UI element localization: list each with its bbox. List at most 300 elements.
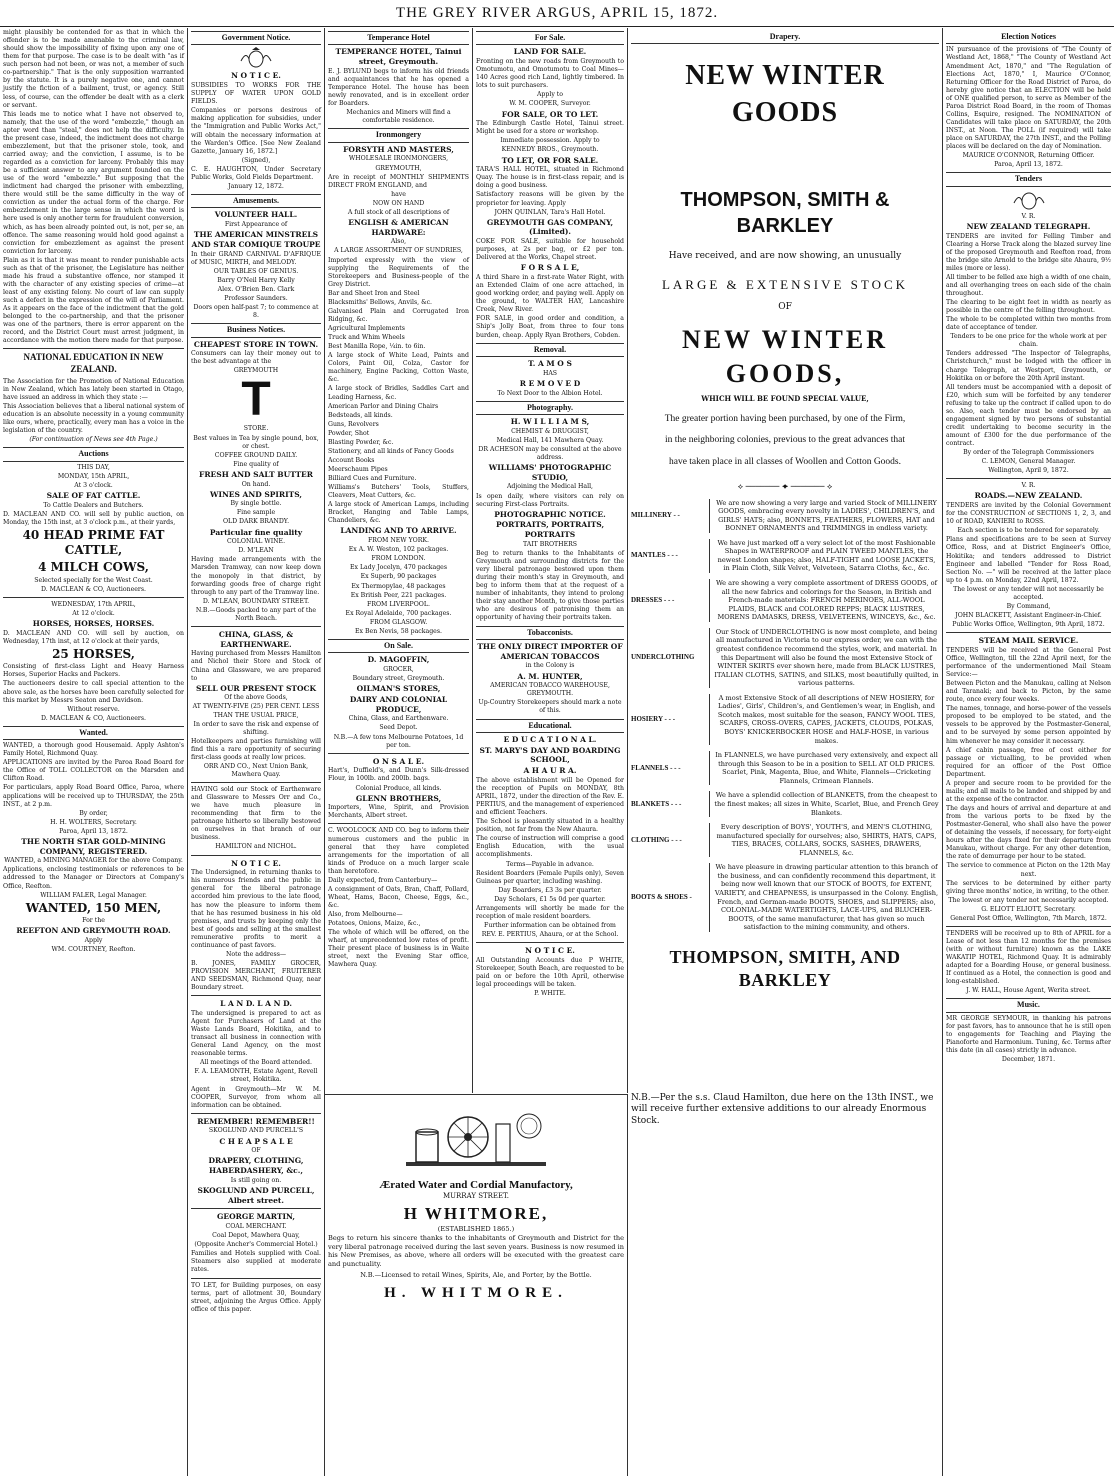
auction-cattle <box>3 464 184 594</box>
text-line: GREYMOUTH, <box>375 164 422 172</box>
department-row <box>631 751 939 785</box>
text-line: WANTED, 150 MEN, <box>25 900 162 915</box>
text-line: WM. COURTNEY, Reefton. <box>51 946 136 954</box>
text-line: Bedsteads, all kinds. <box>328 411 393 419</box>
text-line: REV. E. PERTIUS, Ahaura, or at the School. <box>481 931 619 939</box>
text-line: By order of the Telegraph Commissioners <box>963 449 1094 457</box>
department-text: We are now showing a very large and varied Stock of MILLINERY GOODS, embracing every novelty in LADIES', CHILDREN'S, and GIRLS' HATS; also, BONNETS, FEATHERS, FLOWERS, HAT and BONNET ORNAMENTS and TRIMMINGS in endless variety. <box>709 499 939 533</box>
text-line: TENDERS are invited by the Colonial Government for the CONSTRUCTION of SECTIONS 1, 2, 3, and 10 of ROAD, KANIERI to ROSS. <box>946 502 1111 526</box>
text-line: The days and hours of arrival and departure at and from the various ports to be fixed by the Postmaster-General, who shall also have the power of detaining the vessels, if necessary, for forty-eight hours after the days fixed for their departure from Manukau, without charge. For any other detention, the rate of demurrage per hour to be stated. <box>946 805 1111 861</box>
text-line: Billiard Cues and Furniture. <box>328 475 417 483</box>
text-line: HORSES, HORSES, HORSES. <box>32 618 155 628</box>
text-line: Arrangements will shortly be made for the reception of male resident boarders. <box>476 904 624 920</box>
text-line: STEAM MAIL SERVICE. <box>978 636 1079 646</box>
text-line: PORTRAITS, PORTRAITS, PORTRAITS <box>495 520 605 540</box>
text-line: By order, <box>79 809 108 817</box>
text-line: A. M. HUNTER, <box>517 671 583 681</box>
text-line: W. M. COOPER, Surveyor. <box>509 100 591 108</box>
text-line: Satisfactory reasons will be given by the proprietor for leaving. Apply <box>476 191 624 207</box>
text-line: Ex Superb, 90 packages <box>360 573 437 581</box>
text-line: Guns, Revolvers <box>328 420 379 428</box>
text-line: Williams's Butchers' Tools, Stuffers, Cleavers, Meat Cutters, &c. <box>328 484 469 500</box>
text-line: This leads me to notice what I have not observed to, namely, that the use of the word "embezzle," though an apter word than "steal," does not help the difficulty. In the present case, indeed, the indictment does not charge embezzlement, but that the prisoner stole, took, and carried away; and the conviction, I assume, is to be regarded as a conviction for larceny. Probably this may be a sufficient answer to any argument founded on the use of the word "embezzle." But supposing that the indictment had charged the prisoner with embezzling, there would still be the same difficulty in the way of conviction as under the actual form of the charge. For embezzlement in the large sense in which the word is here used is only another term for fraudulent conversion, which, as has been already pointed out, is not, per se, an offence. The same reasoning would hold good against a conviction for embezzlement as against the present conviction for larceny. <box>3 110 184 255</box>
text-line: Are in receipt of MONTHLY SHIPMENTS DIRECT FROM ENGLAND, and <box>328 173 469 189</box>
text-line: Stationery, and all kinds of Fancy Goods <box>328 447 454 455</box>
text-line: D. MAGOFFIN, <box>367 655 430 665</box>
text-line: Resident Boarders (Female Pupils only), Seven Guineas per quarter, including washing. <box>476 869 624 885</box>
text-line: At 3 o'clock. <box>74 481 113 489</box>
text-line: Is still going on. <box>230 1176 282 1184</box>
text-line: PHOTOGRAPHIC NOTICE. <box>494 509 606 519</box>
department-label: UNDERCLOTHING <box>631 653 695 662</box>
coal-merchant-ad <box>191 1212 321 1274</box>
text-line: OF <box>251 1147 261 1155</box>
whitmore-title: Ærated Water and Cordial Manufactory, <box>379 1179 573 1191</box>
text-line: December, 1871. <box>1001 1056 1056 1064</box>
ornament: ⟡ ─────── ✦ ─────── ⟡ <box>737 482 833 492</box>
text-line: Paroa, April 13, 1872. <box>994 161 1063 169</box>
text-line: Beg to return thanks to the Inhabitants of Greymouth and surrounding districts for the very liberal patronage bestowed upon them during their month's stay in Greymouth, and beg to inform them that at the request of a number of inhabitants, they intend to prolong their stay another Month, to give those parties who are desirous of patronising them an opportunity of having their portraits taken. <box>476 549 624 622</box>
text-line: V. R. <box>1021 212 1036 220</box>
text-line: (Signed), <box>241 156 271 164</box>
special-value-text: WHICH WILL BE FOUND SPECIAL VALUE, <box>701 394 869 404</box>
text-line: Between Picton and the Manukau, calling at Nelson and Taranaki; and back to Picton, by the same route, once every four weeks. <box>946 680 1111 704</box>
text-line: Wellington, April 9, 1872. <box>988 467 1069 475</box>
department-label: BLANKETS - - - <box>631 799 682 808</box>
text-line: China, Glass, and Earthenware. <box>348 715 449 723</box>
divider <box>328 753 469 754</box>
firm-name: THOMPSON, SMITH & BARKLEY <box>680 189 890 238</box>
text-line: B. JONES, FAMILY GROCER, PROVISION MERCHANT, FRUITERER AND SEEDSMAN, Richmond Quay, near Boundary street. <box>191 959 321 992</box>
text-line: GREYMOUTH <box>233 367 279 375</box>
text-line: The whole of which will be offered, on the wharf, at unprecedented low rates of profit. Their present place of business is in Waite street, next the Evening Star office, Mawhera Quay. <box>328 929 469 969</box>
text-line: The undersigned is prepared to act as Agent for Purchasers of Land at the Waste Lands Board, Hokitika, and to transact all business in connection with General Land Agency, on the most reasonable terms. <box>191 1009 321 1058</box>
text-line: This Association believes that a liberal national system of education is an absolute necessity in a young community like ours, where, practically, every man has a voice in the legislation of the country. <box>3 403 184 435</box>
text-line: To Next Door to the Albion Hotel. <box>497 389 603 397</box>
text-line: All Outstanding Accounts due P WHITE, Storekeeper, South Beach, are requested to be paid on or before the 10th April, otherwise legal proceedings will be taken. <box>476 956 624 989</box>
text-line: Families and Hotels supplied with Coal. Steamers also supplied at moderate rates. <box>191 1250 321 1274</box>
text-line: Up-Country Storekeepers should mark a note of this. <box>478 699 622 715</box>
text-line: LANDING AND TO ARRIVE. <box>340 526 457 536</box>
auctions-heading: Auctions <box>3 447 184 461</box>
education-title: NATIONAL EDUCATION IN NEW ZEALAND. <box>23 352 164 375</box>
text-line: Consisting of first-class Light and Heavy Harness Horses, Superior Hacks and Packers. <box>3 663 184 679</box>
text-line: N.B.—Goods packed to any part of the North Beach. <box>195 606 317 622</box>
hamilton-nichol-ad <box>191 786 321 852</box>
text-line: GROCER, <box>383 666 414 674</box>
text-line: D. M'LEAN, BOUNDARY STREET. <box>202 597 310 605</box>
department-row <box>631 628 939 688</box>
department-row <box>631 539 939 573</box>
text-line: COKE FOR SALE, suitable for household purposes, at 2s per bag, or £2 per ton. Delivered at the Works, Chapel street. <box>476 238 624 262</box>
china-glass-ad <box>191 630 321 779</box>
text-line: Applications, enclosing testimonials or references to be addressed to the Manager or Directors at Company's Office, Reefton. <box>3 866 184 890</box>
text-line: First Appearance of <box>224 221 288 229</box>
text-line: WILLIAM FALER, Legal Manager. <box>40 891 147 899</box>
department-text: We have pleasure in drawing particular attention to this branch of the business, and can confidently recommend this department, it being now well known that our STOCK of BOOTS, for EXTENT, VARIETY, and CHEAPNESS, is unsurpassed in the Colony. English, French, and German-made BOOTS, SHOES, and SLIPPERS; also, COLONIAL-MADE WATERTIGHTS, LACE-UPS, and BLUCHER-BOOTS, of the same manufacturer, that has given so much satisfaction to the mining community, and others. <box>709 863 939 932</box>
text-line: WANTED, a thorough good Housemaid. Apply Ashton's Family Hotel, Richmond Quay. <box>3 742 184 758</box>
text-line: Professor Saunders. <box>224 294 288 302</box>
purchase-line: have taken place in all classes of Woollen and Cotton Goods. <box>668 456 902 467</box>
text-line: Adjoining the Medical Hall, <box>506 483 594 491</box>
arrivals-list <box>328 526 469 635</box>
text-line: A full stock of all descriptions of <box>347 208 450 216</box>
text-line: Importers, Wine, Spirit, and Provision Merchants, Albert street. <box>328 804 469 820</box>
text-line: Mechanics and Miners will find a comfortable residence. <box>346 109 451 125</box>
text-line: ST. MARY'S DAY AND BOARDING SCHOOL, <box>479 745 621 765</box>
divider <box>328 823 469 824</box>
text-line: N O T I C E. <box>525 946 575 956</box>
text-line: 25 HORSES, <box>52 646 135 661</box>
text-line: FROM GLASGOW. <box>369 618 428 626</box>
text-line: THIS DAY, <box>77 463 110 471</box>
skoglund-sale-ad <box>191 1117 321 1206</box>
text-line: Powder, Shot <box>328 429 370 437</box>
divider <box>191 1208 321 1209</box>
text-line: D. MACLEAN AND CO. will sell by public auction, on Monday, the 15th inst, at 3 o'clock p.m., at their yards, <box>3 510 184 526</box>
text-line: Daily expected, from Canterbury— <box>328 876 438 884</box>
text-line: FRESH AND SALT BUTTER <box>199 469 313 479</box>
text-line: The whole to be completed within two months from date of acceptance of tender. <box>946 316 1111 332</box>
text-line: N O T I C E. <box>231 858 281 868</box>
text-line: Apply to <box>536 91 564 99</box>
new-winter-goods-title: NEW WINTER GOODS <box>685 60 885 128</box>
music-ad <box>946 1015 1111 1064</box>
purchase-text <box>631 413 939 468</box>
text-line: Consumers can lay their money out to the best advantage at the <box>191 350 321 366</box>
text-line: Agricultural Implements <box>328 325 405 333</box>
text-line: FOR SALE, in good order and condition, a Ship's Jolly Boat, from three to four tons burden, cheap. Apply Ryan Brothers, Cobden. <box>476 315 624 339</box>
text-line: Is open daily, where visitors can rely on securing First-class Portraits. <box>476 492 624 508</box>
text-line: D. M'LEAN <box>238 547 274 555</box>
text-line: Of the above Goods, <box>224 694 288 702</box>
text-line: AMERICAN TOBACCO WAREHOUSE, GREYMOUTH. <box>490 682 610 698</box>
tobacconists-heading: Tobacconists. <box>476 626 624 640</box>
divider <box>476 942 624 943</box>
school-ad <box>476 735 624 939</box>
text-line: ORR AND CO., Next Union Bank, Mawhera Quay. <box>203 762 309 778</box>
text-line: Also, from Melbourne— <box>328 911 403 919</box>
article-text <box>3 29 184 345</box>
text-line: APPLICATIONS are invited by the Paroa Road Board for the Office of TOLL COLLECTOR on the Marsden and Clifton Road. <box>3 759 184 783</box>
text-line: have <box>391 190 406 198</box>
divider <box>191 626 321 627</box>
photography-heading: Photography. <box>476 401 624 415</box>
whitmore-name: H WHITMORE, <box>403 1204 549 1224</box>
divider <box>191 1278 321 1279</box>
text-line: The services to be determined by either party giving three months' notice, in writing, to the other. <box>946 879 1111 895</box>
text-line: A chief cabin passage, free of cost either for passage or victualling, to be provided when required for an officer of the Post Office Department. <box>946 746 1111 778</box>
text-line: The service to commence at Picton on the 12th May next. <box>946 862 1111 878</box>
text-line: Barry O'Neil Harry Kelly <box>217 276 295 284</box>
text-line: F. A. LEAMONTH, Estate Agent, Revell street, Hokitika. <box>194 1068 318 1084</box>
masthead: THE GREY RIVER ARGUS, APRIL 15, 1872. <box>0 0 1114 27</box>
text-line: Tenders addressed "The Inspector of Telegraphs, Christchurch," must be lodged with the officer in charge Telegraph, at Westport, Greymouth, or Hokitika on or before the 20th April instant. <box>946 350 1111 382</box>
whitmore-ad <box>325 1094 628 1476</box>
royal-crest-icon <box>1009 189 1049 211</box>
text-line: SKOGLUND AND PURCELL'S <box>208 1127 304 1135</box>
text-line: IN pursuance of the provisions of "The County of Westland Act, 1868," "The County of Westland Act Amendment Act, 1870," and "The Regulation of Elections Act, 1870," I, Maurice O'Connor, Returning Officer for the Road District of Paroa, do hereby give notice that an ELECTION will be held of ONE qualified person, to serve as Member of the Paroa District Road Board, in the room of Thomas Collins, Esquire, resigned. The NOMINATION of Candidates will take place on SATURDAY, the 20th INST., at Noon. The POLL (if required) will take place on SATURDAY, the 27th INST., and the Polling places will be declared on the day of Nomination. <box>946 46 1111 151</box>
divider <box>191 855 321 856</box>
text-line: ENGLISH & AMERICAN HARDWARE: <box>348 217 449 237</box>
divider <box>191 782 321 783</box>
text-line: MR GEORGE SEYMOUR, in thanking his patrons for past favors, has to announce that he is still open to engagements for Teaching and Playing the Pianoforte and Harmonium. Tuning, &c. Terms after this date (in all cases) strictly in advance. <box>946 1014 1111 1055</box>
whitmore-established: (ESTABLISHED 1865.) <box>437 1225 515 1234</box>
text-line: DAIRY AND COLONIAL PRODUCE, <box>349 694 448 714</box>
text-line: C. LEMON, General Manager. <box>981 458 1076 466</box>
department-row <box>631 579 939 622</box>
text-line: ROADS.—NEW ZEALAND. <box>974 491 1083 501</box>
text-line: Note the address— <box>225 950 287 958</box>
text-line: WINES AND SPIRITS, <box>210 489 302 499</box>
woolcock-ad <box>328 827 469 969</box>
text-line: Ex Thermopylae, 48 packages <box>351 582 446 590</box>
department-label: FLANNELS - - - <box>631 763 681 772</box>
wanted-heading: Wanted. <box>3 726 184 740</box>
text-line: Having made arrangements with the Marsden Tramway, can now keep down the monopoly in that district, by forwarding goods free of charge right through to any part of the Tramway line. <box>191 556 321 596</box>
text-line: KENNEDY BROS., Greymouth. <box>501 146 599 154</box>
text-line: Galvanised Plain and Corrugated Iron Ridging, &c. <box>328 307 469 323</box>
text-line: in the Colony is <box>525 662 575 670</box>
whitmore-signature: H. WHITMORE. <box>384 1284 568 1301</box>
text-line: A consignment of Oats, Bran, Chaff, Pollard, Wheat, Hams, Bacon, Cheese, Eggs, &c., &c. <box>328 885 469 910</box>
text-line: Particular fine quality <box>209 527 303 537</box>
text-line: Plain as it is that it was meant to render punishable acts such as that of the prisoner, the Legislature has neither made his fraud a substantive offence, nor stamped it with the character of any existing species of crime—at least of any existing felony. No court of law can supply such a defect in the expression of the will of Parliament. As it appears on the face of the indictment that the gold belonged to the co-partnership, and that the prisoner was one of the partners, there is error apparent on the record, and the District Court must arrest judgment, in accordance with the motion there made for that purpose. <box>3 256 184 345</box>
magoffin-ad <box>328 655 469 749</box>
text-line: COFFEE GROUND DAILY. <box>214 451 298 459</box>
text-line: Ex Royal Adelaide, 700 packages. <box>345 609 452 617</box>
department-row <box>631 791 939 817</box>
text-line: MONDAY, 15th APRIL, <box>57 472 130 480</box>
text-line: COAL MERCHANT. <box>225 1223 287 1231</box>
text-line: HAMILTON and NICHOL. <box>215 843 297 851</box>
column-2 <box>188 28 325 1476</box>
whitmore-license: N.B.—Licensed to retail Wines, Spirits, Ale, and Porter, by the Bottle. <box>360 1271 592 1280</box>
ironmongery-list <box>328 290 469 526</box>
text-line: A large stock of American Lamps, including Bracket, Hanging and Table Lamps, Chandeliers, &c. <box>328 501 469 525</box>
column-1 <box>0 28 188 1476</box>
divider <box>946 478 1111 479</box>
text-line: H. H. WOLTERS, Secretary. <box>50 818 137 826</box>
text-line: D. MACLEAN & CO, Auctioneers. <box>40 585 147 593</box>
divider <box>946 926 1111 927</box>
text-line: C H E A P S A L E <box>219 1136 293 1146</box>
text-line: Colonial Produce, all kinds. <box>355 784 442 792</box>
text-line: A proper and secure room to be provided for the mails; and all mails to be landed and shipped by and at the expense of the contractor. <box>946 779 1111 803</box>
text-line: Fronting on the new roads from Greymouth to Omotumotu, and Omotumotu to Coal Mines—140 Acres good rich Land, lightly timbered. In lots to suit purchasers. <box>476 58 624 90</box>
text-line: Seed Depot. <box>379 724 418 732</box>
steam-mail-tender <box>946 636 1111 923</box>
text-line: WEDNESDAY, 17th APRIL, <box>51 600 136 608</box>
text-line: FORSYTH AND MASTERS, <box>343 144 454 154</box>
text-line: WHOLESALE IRONMONGERS, <box>348 155 449 163</box>
text-line: The course of instruction will comprise a good English Education, with the usual accomplishments. <box>476 835 624 859</box>
text-line: T. A M O S <box>528 358 572 368</box>
new-winter-goods-title-2: NEW WINTER GOODS, <box>681 325 889 389</box>
text-line: The above establishment will be Opened for the reception of Pupils on MONDAY, 8th APRIL, 1872, under the direction of the Rev. E. PERTIUS, and the management of experienced and efficient Teachers. <box>476 776 624 817</box>
text-line: At 12 o'clock. <box>72 609 115 617</box>
text-line: Imported expressly with the view of supplying the Requirements of the Storekeepers and Business-people of the Grey District. <box>328 256 469 288</box>
text-line: Terms—Payable in advance. <box>506 860 594 868</box>
photography-ads <box>476 417 624 623</box>
text-line: L A N D. L A N D. <box>220 999 292 1009</box>
text-line: Companies or persons desirous of making application for subsidies, under the "Immigration and Public Works Act," will obtain the necessary information at the Warden's Office. [See New Zealand Gazette, January 16, 1872.] <box>191 107 321 155</box>
text-line: The Undersigned, in returning thanks to his numerous friends and the public in general for the liberal patronage accorded him previous to the late flood, has now the pleasure to inform them that he has resumed business in his old premises, and trusts by keeping only the best of goods and selling at the smallest remunerative profits to merit a continuance of past favors. <box>191 869 321 949</box>
text-line: Each section is to be tendered for separately. <box>957 527 1100 535</box>
text-line: TARA'S HALL HOTEL, situated in Richmond Quay. The house is in first-class repair, and is doing a good business. <box>476 166 624 190</box>
election-notice <box>946 46 1111 169</box>
footer-note: N.B.—Per the s.s. Claud Hamilton, due here on the 13th INST., we will receive further extensive additions to our already Enormous Stock. <box>631 1092 934 1127</box>
temperance-hotel-ad <box>328 47 469 125</box>
text-line: HAVING sold our Stock of Earthenware and Glassware to Messrs Orr and Co., we have much pleasure in recommending that firm to the patronage hitherto so liberally bestowed on ourselves in that branch of our business. <box>191 786 321 842</box>
temperance-hotel-heading: Temperance Hotel <box>328 31 469 45</box>
text-line: LAND FOR SALE. <box>513 47 587 57</box>
department-label: HOSIERY - - - <box>631 714 676 723</box>
text-line: AT TWENTY-FIVE (25) PER CENT. LESS THAN THE USUAL PRICE, <box>192 703 320 719</box>
text-line: G. ELIOTT ELIOTT, Secretary. <box>981 905 1076 913</box>
text-line: Ex Lady Jocelyn, 470 packages <box>349 564 448 572</box>
department-text: We have a splendid collection of BLANKETS, from the cheapest to the finest makes; all sizes in White, Scarlet, Blue, and French Grey Blankets. <box>709 791 939 817</box>
divider <box>191 995 321 996</box>
text-line: FROM LIVERPOOL. <box>367 600 430 608</box>
text-line: E D U C A T I O N A L. <box>503 734 597 744</box>
text-line: OLD DARK BRANDY. <box>222 518 290 526</box>
text-line: A third Share in a first-rate Water Right, with an Extended Claim of one acre attached, in good working order, and paying well. Apply on the ground, to WALTER HAY, Lancashire Creek, New River. <box>476 274 624 314</box>
text-line: FROM NEW YORK. <box>368 537 429 545</box>
continuation-note: (For continuation of News see 4th Page.) <box>29 436 158 444</box>
divider <box>3 597 184 598</box>
text-line: All tenders must be accompanied with a deposit of £20, which sum will be forfeited by any tenderer refusing to take up the contract if called upon to do so. Also, each tender must be endorsed by an engagement signed by two persons of substantial credit undertaking to become security in the amount of £300 for the due performance of the contract. <box>946 383 1111 448</box>
text-line: FOR SALE, OR TO LET. <box>501 109 599 119</box>
text-line: V. R. <box>1021 482 1036 490</box>
text-line: O N S A L E. <box>372 756 425 766</box>
department-list <box>631 499 939 932</box>
text-line: REEFTON AND GREYMOUTH ROAD. <box>16 926 171 936</box>
department-label: BOOTS & SHOES - <box>631 893 692 902</box>
text-line: GREYMOUTH GAS COMPANY, (Limited). <box>486 217 614 237</box>
text-line: Hotelkeepers and parties furnishing will find this a rare opportunity of securing first-class goods at really low prices. <box>191 737 321 761</box>
text-line: For the <box>82 917 105 925</box>
text-line: The clearing to be eight feet in width as nearly as possible in the centre of the felling throughout. <box>946 299 1111 315</box>
royal-crest-icon <box>236 47 276 69</box>
text-line: HAS <box>542 369 558 377</box>
text-line: D. MACLEAN AND CO. will sell by auction, on Wednesday, 17th inst, at 12 o'clock at their yards, <box>3 629 184 645</box>
roads-tender <box>946 482 1111 629</box>
text-line: Hart's, Duffield's, and Dunn's Silk-dressed Flour, in 100lb. and 200lb. bags. <box>328 767 469 783</box>
text-line: N.B.—A few tons Melbourne Potatoes, 1d per ton. <box>333 733 464 749</box>
text-line: Account Books <box>328 456 375 464</box>
ironmongery-ad <box>328 145 469 289</box>
text-line: A LARGE ASSORTMENT OF SUNDRIES, <box>334 247 463 255</box>
text-line: Potatoes, Onions, Maize, &c., <box>328 920 421 928</box>
text-line: TEMPERANCE HOTEL, Tainui street, Greymouth. <box>335 47 462 67</box>
department-row <box>631 823 939 857</box>
text-line: TENDERS are invited for Felling Timber and Clearing a Horse Track along the blazed survey line of the proposed Greymouth and Reefton road, from the bridge site Arnold to the bridge site Ahaura, 9½ miles (more or less). <box>946 232 1111 272</box>
for-sale-heading: For Sale. <box>476 31 624 45</box>
text-line: Public Works Office, Wellington, 9th April, 1872. <box>952 621 1105 629</box>
text-line: GLENN BROTHERS, <box>355 793 442 803</box>
text-line: Also, <box>390 238 407 246</box>
text-line: The auctioneers desire to call special attention to the above sale, as the horses have been carefully selected for this market by Messrs Seaton and Davidson. <box>3 680 185 704</box>
land-agent-ad <box>191 999 321 1110</box>
department-text: We have just marked off a very select lot of the most Fashionable Shapes in WATERPROOF and PLAIN TWEED MANTLES, the newest London shapes; also, HALF-TIGHT and LOOSE JACKETS, in Plain Cloth, Silk Velvet, Velveteen, Satarra Cloths, &c., &c. <box>709 539 939 573</box>
amusements-ad <box>191 210 321 320</box>
hotel-lease-tender <box>946 930 1111 996</box>
text-line: American Parlor and Dining Chairs <box>328 402 439 410</box>
to-let-ad <box>191 1282 321 1314</box>
text-line: Paroa, April 13, 1872. <box>59 827 128 835</box>
text-line: The names, tonnage, and horse-power of the vessels proposed to be employed to be stated, and the vessels to be approved by the Postmaster-General, and to be surveyed by some person appointed by him whenever he may consider it necessary. <box>946 705 1111 745</box>
department-text: We are showing a very complete assortment of DRESS GOODS, of all the new fabrics and colorings for the Season, in British and French-made materials: FRENCH MERINOES, ALL-WOOL PLAIDS, BLACK and COLORED REPPS; BLACK LUSTRES, MORENS DAMASKS, DRESS, VELVETEENS, WINCEYS, &c., &c. <box>709 579 939 622</box>
white-notice <box>476 946 624 998</box>
text-line: Ex British Peer, 221 packages. <box>350 591 447 599</box>
text-line: SELL OUR PRESENT STOCK <box>196 683 316 693</box>
department-text: A most Extensive Stock of all descriptions of NEW HOSIERY, for Ladies', Girls', Children's, and Gentlemen's wear, in English, and Scotch makes, most suitable for the season, FANCY WOOL TIES, SCARFS, CROSS-OVERS, CAPES, JACKETS, CLOUDS, POLKAS, BOYS' KNICKERBOCKER HOSE and HALF-HOSE, in various makes. <box>709 694 939 745</box>
text-line: Ex A. W. Weston, 102 packages. <box>348 546 449 554</box>
text-line: Day Scholars, £1 5s 0d per quarter. <box>494 895 606 903</box>
text-line: N O T I C E. <box>231 71 281 81</box>
text-line: DR ACHESON may be consulted at the above address. <box>478 445 622 461</box>
text-line: TAIT BROTHERS <box>522 540 577 548</box>
text-line: The lowest or any tender will not necessarily be accepted. <box>953 585 1104 601</box>
text-line: R E M O V E D <box>519 378 581 388</box>
whitmore-text: Begs to return his sincere thanks to the inhabitants of Greymouth and District for the very liberal patronage received during the last seven years. Business is now resumed in his New Premises, as above, where all orders will be executed with the greatest care and punctuality. <box>328 1234 624 1268</box>
text-line: Fine sample <box>236 509 276 517</box>
text-line: Further information can be obtained from <box>484 921 616 929</box>
text-line: CHEMIST & DRUGGIST, <box>511 427 589 435</box>
text-line: TENDERS will be received at the General Post Office, Wellington, till the 22nd April next, for the performance of the undermentioned Mail Steam Service:— <box>946 646 1111 679</box>
text-line: Coal Depot, Mawhera Quay, <box>212 1232 300 1240</box>
government-notice-heading: Government Notice. <box>191 31 321 45</box>
column-5-drapery <box>628 28 943 1476</box>
text-line: 4 MILCH COWS, <box>38 560 149 575</box>
for-sale-ads <box>476 47 624 339</box>
text-line: JOHN BLACKETT, Assistant Engineer-in-Chief. <box>955 611 1102 619</box>
text-line: January 12, 1872. <box>228 182 284 190</box>
text-line: MAURICE O'CONNOR, Returning Officer. <box>962 152 1095 160</box>
department-text: Our Stock of UNDERCLOTHING is now most complete, and being all manufactured in Victoria to our express order, we can with the greatest confidence recommend the styles, work, and material. In this Department will also be found the most Extensive Stock of WINTER SKIRTS ever shown here, made from BLACK LUSTRES, ITALIAN CLOTHS, SATINS, and SILKS, most beautifully quilted, in various patterns. <box>709 628 939 688</box>
text-line: TO LET, for Building purposes, on easy terms, part of allotment 30, Boundary street, adjoining the Argus Office. Apply office of this paper. <box>191 1281 321 1313</box>
on-sale-heading: On Sale. <box>328 639 469 653</box>
divider <box>946 632 1111 633</box>
text-line: might plausibly be contended for as that in which the offender is to be made amenable to the criminal law, should show the impossibility of fixing upon any one of them for that purpose. The case is to be dealt with "as if such person had not been, or was not, a member of such co-partnership." That is the only supposition warranted by the statute. It is a purely negative one, and cannot justify the fiction of a bailment, trust, or agency. Still less, of course, can the offender be dealt with as a clerk or servant. <box>3 29 184 109</box>
text-line: Fine quality of <box>233 460 279 468</box>
text-line: Doors open half-past 7; to commence at 8. <box>193 304 319 320</box>
text-line: Tenders to be one price for the whole work at per chain. <box>950 333 1107 349</box>
text-line: Blasting Powder, &c. <box>328 438 394 446</box>
text-line: SUBSIDIES TO WORKS FOR THE SUPPLY OF WATER UPON GOLD FIELDS. <box>191 82 321 106</box>
department-row <box>631 863 939 932</box>
text-line: Immediate possession. Apply to <box>500 137 600 145</box>
text-line: SALE OF FAT CATTLE. <box>46 490 141 500</box>
column-4 <box>473 28 628 1093</box>
text-line: Ex Ben Nevis, 58 packages. <box>355 627 442 635</box>
text-line: On hand. <box>241 480 271 488</box>
drapery-heading: Drapery. <box>631 31 939 44</box>
auction-horses <box>3 601 184 723</box>
text-line: In their GRAND CARNIVAL D'AFRIQUE of MUSIC, MIRTH, and MELODY. <box>191 250 321 266</box>
text-line: Day Boarders, £3 3s per quarter. <box>498 886 602 894</box>
tobacconist-ad <box>476 642 624 716</box>
text-line: TENDERS will be received up to 8th of APRIL for a Lease of not less than 12 months for the premises (with or without furniture) known as the LAKE WAKATIP HOTEL, Richmond Quay. It is admirably adapted for a Boarding House, or general business. If continued as a Hotel, the connection is good and long-established. <box>946 929 1111 986</box>
text-line: All meetings of the Board attended. <box>200 1059 312 1067</box>
of-text: OF <box>778 301 792 312</box>
department-text: Every description of BOYS', YOUTH'S, and MEN'S CLOTHING, manufactured specially for ourselves; also, SHIRTS, HATS, CAPS, TIES, BRACES, COLLARS, SOCKS, SASHES, DRAWERS, FLANNELS, &c. <box>709 823 939 857</box>
text-line: NEW ZEALAND TELEGRAPH. <box>966 221 1091 231</box>
divider <box>191 1113 321 1114</box>
text-line: Without reserve. <box>67 705 120 713</box>
text-line: C. E. HAUGHTON, Under Secretary Public Works, Gold Fields Department. <box>191 165 321 181</box>
